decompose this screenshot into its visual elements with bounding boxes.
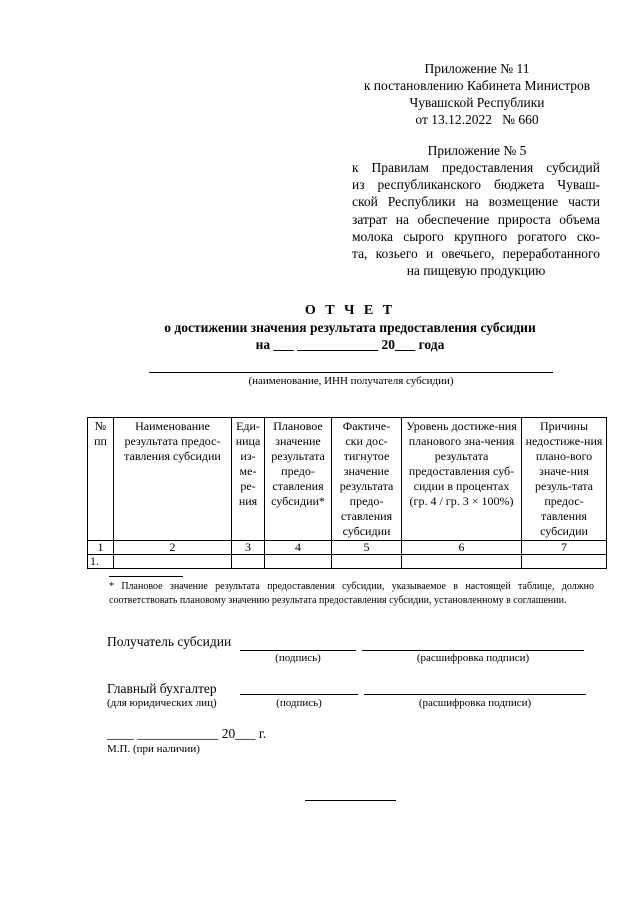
column-number: 3 [232, 541, 265, 555]
annex-5-text [352, 159, 600, 279]
annex-5-line: затрат на обеспечение прироста объема [352, 211, 600, 227]
accountant-signature-caption: (подпись) [276, 697, 322, 709]
annex-11-date: от 13.12.2022 № 660 [415, 112, 539, 127]
annex-5-line: та, козьего и овечьего, переработанного [352, 246, 600, 262]
signature-date: ____ ____________ 20___ г. [107, 726, 267, 741]
accountant-note: (для юридических лиц) [107, 697, 217, 709]
table-cell [522, 555, 607, 569]
recipient-signature-caption: (подпись) [275, 652, 321, 664]
column-number: 7 [522, 541, 607, 555]
column-number-row [88, 541, 607, 555]
recipient-signature-label: Получатель субсидии [107, 634, 232, 649]
table-cell [332, 555, 402, 569]
column-number: 5 [332, 541, 402, 555]
column-number: 1 [88, 541, 114, 555]
annex-5-line: из республиканского бюджета Чуваш- [352, 177, 600, 193]
report-title: О Т Ч Е Т [304, 303, 396, 318]
table-cell [265, 555, 332, 569]
table-cell: 1. [88, 555, 114, 569]
table-cell [114, 555, 232, 569]
column-number: 6 [402, 541, 522, 555]
annex-11-title: Приложение № 11 [424, 61, 530, 76]
annex-11-line2: Чувашской Республики [409, 95, 545, 110]
recipient-line [149, 372, 553, 373]
table-row [88, 555, 607, 569]
annex-5-line: к Правилам предоставления субсидий [352, 160, 600, 175]
header-cell: Плановое значение результата предо-ставления субсидии* [265, 418, 332, 541]
annex-5-line: ской Республики на возмещение части [352, 194, 600, 210]
header-cell: Причины недостиже-ния плано-вого значе-ния резуль-тата предос-тавления субсидии [522, 418, 607, 541]
header-cell: № пп [88, 418, 114, 541]
recipient-caption: (наименование, ИНН получателя субсидии) [248, 375, 454, 387]
stamp-note: М.П. (при наличии) [107, 743, 200, 755]
footnote-separator [109, 576, 183, 577]
header-cell: Фактиче-ски дос-тигнутое значение результата предо-ставления субсидии [332, 418, 402, 541]
annex-5-title: Приложение № 5 [427, 143, 527, 158]
header-cell: Уровень достиже-ния планового зна-чения результата предоставления суб-сидии в процентах (гр. 4 / гр. 3 × 100%) [402, 418, 522, 541]
table-cell [232, 555, 265, 569]
footnote: * Плановое значение результата предоставления субсидии, указываемое в настоящей таблице, должно соответствовать плановому значению результата предоставления субсидии, установленному в соглашении. [109, 581, 594, 606]
results-table [87, 417, 607, 569]
column-number: 2 [114, 541, 232, 555]
report-period: на ___ ____________ 20___ года [255, 337, 445, 352]
table-header-row [88, 418, 607, 541]
recipient-signature-line [240, 650, 356, 651]
accountant-decoding-line [364, 694, 586, 695]
header-cell: Еди-ница из-ме-ре-ния [232, 418, 265, 541]
table-cell [402, 555, 522, 569]
annex-5-line: молока сырого крупного рогатого ско- [352, 228, 600, 244]
annex-11-line1: к постановлению Кабинета Министров [363, 78, 591, 93]
bottom-separator [305, 800, 396, 801]
accountant-decoding-caption: (расшифровка подписи) [418, 697, 532, 709]
report-subtitle: о достижении значения результата предоставления субсидии [164, 320, 536, 335]
header-cell: Наименование результата предос-тавления субсидии [114, 418, 232, 541]
recipient-decoding-caption: (расшифровка подписи) [416, 652, 530, 664]
annex-5-line: на пищевую продукцию [406, 263, 546, 279]
accountant-signature-line [240, 694, 358, 695]
column-number: 4 [265, 541, 332, 555]
accountant-signature-label: Главный бухгалтер [107, 681, 217, 696]
recipient-decoding-line [362, 650, 584, 651]
